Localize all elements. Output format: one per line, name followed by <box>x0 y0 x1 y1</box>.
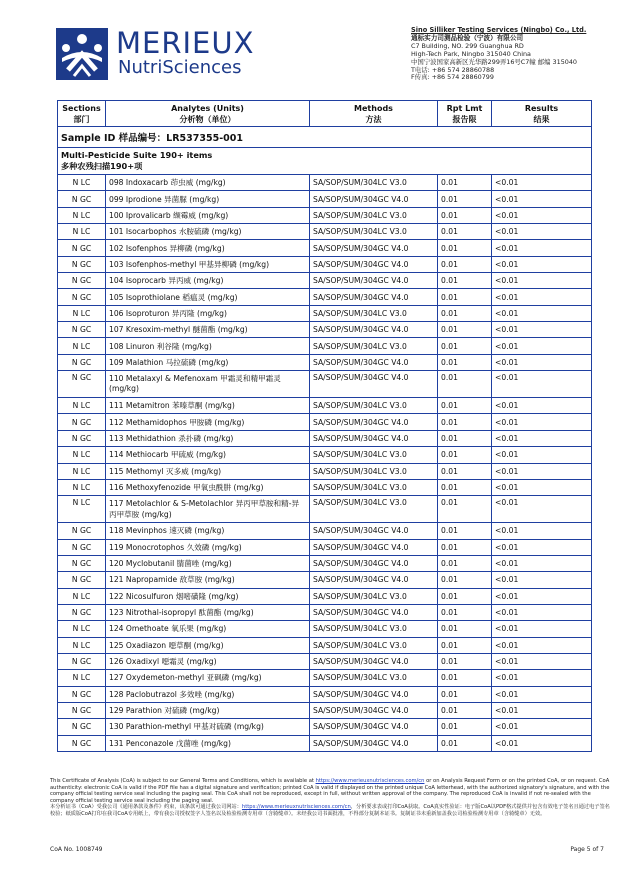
lab-info <box>411 27 621 82</box>
cell-rpt-limit: 0.01 <box>438 224 492 240</box>
cell-rpt-limit: 0.01 <box>438 539 492 555</box>
lab-name-cn: 通标实力司测品检验（宁波）有限公司 <box>411 33 524 42</box>
cell-result: <0.01 <box>492 371 592 398</box>
cell-section: N LC <box>58 175 106 191</box>
cell-result: <0.01 <box>492 637 592 653</box>
cell-analyte: 108 Linuron 利谷隆 (mg/kg) <box>106 338 310 354</box>
lab-name: Sino Silliker Testing Services (Ningbo) Co., Ltd. <box>411 26 587 34</box>
cell-analyte: 131 Penconazole 戊菌唑 (mg/kg) <box>106 735 310 751</box>
cell-section: N GC <box>58 430 106 446</box>
cell-rpt-limit: 0.01 <box>438 735 492 751</box>
cell-rpt-limit: 0.01 <box>438 371 492 398</box>
cell-analyte: 104 Isoprocarb 异丙威 (mg/kg) <box>106 273 310 289</box>
col-header-results: Results 结果 <box>492 101 592 127</box>
table-row <box>58 496 592 523</box>
cell-section: N LC <box>58 305 106 321</box>
cell-analyte: 119 Monocrotophos 久效磷 (mg/kg) <box>106 539 310 555</box>
cell-result: <0.01 <box>492 191 592 207</box>
disclaimer-cn: 本分析证书（CoA）受我公司《通用条款及条件》约束，该条款可通过我公司网站：https://www.merieuxnutrisciences.com/cn，分析要求表或打印CoA获取。CoA真实性验证：电子版CoA以PDF格式提供并包含有效电子签名且通过电子签名校验；纸质版CoA打印在我司CoA专用纸上，带有我公司授权签字人签名以及检验检测专用章（含骑缝章）。未经我公司书面批准，不得部分复制本证书。复制证书未重新加盖我公司检验检测专用章（含骑缝章）无效。 <box>50 804 610 817</box>
cell-analyte: 110 Metalaxyl & Mefenoxam 甲霜灵和精甲霜灵 (mg/kg) <box>106 371 310 398</box>
cell-method: SA/SOP/SUM/304GC V4.0 <box>310 572 438 588</box>
table-row <box>58 637 592 653</box>
table-row <box>58 240 592 256</box>
cell-method: SA/SOP/SUM/304LC V3.0 <box>310 496 438 523</box>
cell-rpt-limit: 0.01 <box>438 322 492 338</box>
cell-section: N GC <box>58 735 106 751</box>
cell-result: <0.01 <box>492 496 592 523</box>
company-logo <box>56 26 256 86</box>
cell-analyte: 102 Isofenphos 异柳磷 (mg/kg) <box>106 240 310 256</box>
cell-analyte: 127 Oxydemeton-methyl 亚砜磷 (mg/kg) <box>106 670 310 686</box>
cell-section: N GC <box>58 322 106 338</box>
table-row <box>58 398 592 414</box>
cell-section: N LC <box>58 224 106 240</box>
cell-result: <0.01 <box>492 588 592 604</box>
cell-analyte: 109 Malathion 马拉硫磷 (mg/kg) <box>106 354 310 370</box>
table-row <box>58 305 592 321</box>
cell-section: N GC <box>58 191 106 207</box>
cell-rpt-limit: 0.01 <box>438 305 492 321</box>
cell-analyte: 114 Methiocarb 甲硫威 (mg/kg) <box>106 447 310 463</box>
cell-method: SA/SOP/SUM/304LC V3.0 <box>310 637 438 653</box>
table-row <box>58 338 592 354</box>
cell-section: N LC <box>58 621 106 637</box>
cell-rpt-limit: 0.01 <box>438 496 492 523</box>
col-header-sections: Sections 部门 <box>58 101 106 127</box>
table-row <box>58 414 592 430</box>
cell-section: N GC <box>58 289 106 305</box>
cell-result: <0.01 <box>492 539 592 555</box>
cell-section: N GC <box>58 273 106 289</box>
cell-rpt-limit: 0.01 <box>438 653 492 669</box>
cell-result: <0.01 <box>492 686 592 702</box>
cell-result: <0.01 <box>492 670 592 686</box>
cell-result: <0.01 <box>492 621 592 637</box>
cell-section: N LC <box>58 670 106 686</box>
cell-section: N LC <box>58 588 106 604</box>
cell-method: SA/SOP/SUM/304GC V4.0 <box>310 539 438 555</box>
cell-method: SA/SOP/SUM/304GC V4.0 <box>310 256 438 272</box>
cell-section: N GC <box>58 653 106 669</box>
cell-rpt-limit: 0.01 <box>438 604 492 620</box>
cell-method: SA/SOP/SUM/304GC V4.0 <box>310 191 438 207</box>
cell-rpt-limit: 0.01 <box>438 686 492 702</box>
cell-rpt-limit: 0.01 <box>438 702 492 718</box>
cell-method: SA/SOP/SUM/304GC V4.0 <box>310 555 438 571</box>
lab-address-line: 中国宁波国家高新区光华路299弄16号C7幢 邮编 315040 <box>411 57 577 66</box>
cell-rpt-limit: 0.01 <box>438 637 492 653</box>
cell-analyte: 128 Paclobutrazol 多效唑 (mg/kg) <box>106 686 310 702</box>
table-row <box>58 191 592 207</box>
merieux-logo-icon <box>56 28 108 80</box>
page-number: Page 5 of 7 <box>570 846 604 853</box>
cell-result: <0.01 <box>492 322 592 338</box>
coa-number: CoA No. 1008749 <box>50 846 103 853</box>
cell-method: SA/SOP/SUM/304GC V4.0 <box>310 430 438 446</box>
cell-result: <0.01 <box>492 354 592 370</box>
cell-result: <0.01 <box>492 224 592 240</box>
cell-method: SA/SOP/SUM/304GC V4.0 <box>310 322 438 338</box>
cell-result: <0.01 <box>492 653 592 669</box>
sample-id: Sample ID 样品编号：LR537355-001 <box>58 127 592 148</box>
cell-analyte: 113 Methidathion 杀扑磷 (mg/kg) <box>106 430 310 446</box>
cell-rpt-limit: 0.01 <box>438 354 492 370</box>
cell-rpt-limit: 0.01 <box>438 175 492 191</box>
table-row <box>58 371 592 398</box>
cell-result: <0.01 <box>492 305 592 321</box>
lab-address-line: C7 Building, NO. 299 Guanghua RD <box>411 41 524 50</box>
col-header-analytes: Analytes (Units) 分析物（单位） <box>106 101 310 127</box>
cell-result: <0.01 <box>492 702 592 718</box>
cell-method: SA/SOP/SUM/304GC V4.0 <box>310 240 438 256</box>
footer-disclaimer <box>50 778 610 818</box>
table-header-row <box>58 101 592 127</box>
cell-section: N GC <box>58 371 106 398</box>
cell-analyte: 103 Isofenphos-methyl 甲基异柳磷 (mg/kg) <box>106 256 310 272</box>
cell-analyte: 105 Isoprothiolane 稻瘟灵 (mg/kg) <box>106 289 310 305</box>
sample-id-row <box>58 127 592 148</box>
table-row <box>58 207 592 223</box>
cell-method: SA/SOP/SUM/304GC V4.0 <box>310 273 438 289</box>
col-header-methods: Methods 方法 <box>310 101 438 127</box>
cell-rpt-limit: 0.01 <box>438 479 492 495</box>
cell-analyte: 125 Oxadiazon 噁草酮 (mg/kg) <box>106 637 310 653</box>
cell-method: SA/SOP/SUM/304LC V3.0 <box>310 463 438 479</box>
cell-analyte: 118 Mevinphos 速灭磷 (mg/kg) <box>106 523 310 539</box>
cell-result: <0.01 <box>492 175 592 191</box>
cell-rpt-limit: 0.01 <box>438 430 492 446</box>
cell-rpt-limit: 0.01 <box>438 338 492 354</box>
lab-fax: F传真: +86 574 28860799 <box>411 73 494 82</box>
cell-section: N GC <box>58 354 106 370</box>
cell-method: SA/SOP/SUM/304GC V4.0 <box>310 414 438 430</box>
cell-rpt-limit: 0.01 <box>438 621 492 637</box>
terms-link-cn[interactable]: https://www.merieuxnutrisciences.com/cn <box>241 804 351 811</box>
cell-rpt-limit: 0.01 <box>438 240 492 256</box>
cell-method: SA/SOP/SUM/304GC V4.0 <box>310 354 438 370</box>
cell-method: SA/SOP/SUM/304GC V4.0 <box>310 735 438 751</box>
cell-analyte: 099 Iprodione 异菌脲 (mg/kg) <box>106 191 310 207</box>
table-row <box>58 175 592 191</box>
cell-analyte: 124 Omethoate 氧乐果 (mg/kg) <box>106 621 310 637</box>
cell-rpt-limit: 0.01 <box>438 398 492 414</box>
brand-subname: NutriSciences <box>118 57 242 78</box>
cell-method: SA/SOP/SUM/304LC V3.0 <box>310 305 438 321</box>
cell-result: <0.01 <box>492 735 592 751</box>
table-row <box>58 354 592 370</box>
cell-analyte: 120 Myclobutanil 腈菌唑 (mg/kg) <box>106 555 310 571</box>
cell-result: <0.01 <box>492 523 592 539</box>
table-row <box>58 479 592 495</box>
cell-section: N GC <box>58 572 106 588</box>
cell-result: <0.01 <box>492 447 592 463</box>
table-row <box>58 719 592 735</box>
table-row <box>58 588 592 604</box>
col-header-rpt-lmt: Rpt Lmt 报告限 <box>438 101 492 127</box>
cell-result: <0.01 <box>492 414 592 430</box>
cell-section: N LC <box>58 637 106 653</box>
suite-title-cn: 多种农残扫描190+项 <box>61 161 143 171</box>
cell-method: SA/SOP/SUM/304GC V4.0 <box>310 289 438 305</box>
cell-section: N GC <box>58 686 106 702</box>
cell-analyte: 116 Methoxyfenozide 甲氧虫酰肼 (mg/kg) <box>106 479 310 495</box>
cell-analyte: 130 Parathion-methyl 甲基对硫磷 (mg/kg) <box>106 719 310 735</box>
cell-section: N GC <box>58 555 106 571</box>
cell-analyte: 117 Metolachlor & S-Metolachlor 异丙甲草胺和精-异丙甲草胺 (mg/kg) <box>106 496 310 523</box>
cell-method: SA/SOP/SUM/304GC V4.0 <box>310 702 438 718</box>
cell-result: <0.01 <box>492 273 592 289</box>
cell-section: N GC <box>58 539 106 555</box>
cell-section: N GC <box>58 414 106 430</box>
cell-section: N GC <box>58 523 106 539</box>
cell-result: <0.01 <box>492 289 592 305</box>
table-row <box>58 322 592 338</box>
cell-method: SA/SOP/SUM/304GC V4.0 <box>310 719 438 735</box>
cell-result: <0.01 <box>492 398 592 414</box>
cell-rpt-limit: 0.01 <box>438 207 492 223</box>
cell-rpt-limit: 0.01 <box>438 289 492 305</box>
cell-method: SA/SOP/SUM/304LC V3.0 <box>310 447 438 463</box>
cell-rpt-limit: 0.01 <box>438 463 492 479</box>
cell-rpt-limit: 0.01 <box>438 719 492 735</box>
cell-analyte: 111 Metamitron 苯嗪草酮 (mg/kg) <box>106 398 310 414</box>
cell-section: N LC <box>58 338 106 354</box>
table-row <box>58 447 592 463</box>
cell-result: <0.01 <box>492 479 592 495</box>
cell-analyte: 100 Iprovalicarb 缬霉威 (mg/kg) <box>106 207 310 223</box>
cell-result: <0.01 <box>492 338 592 354</box>
results-table <box>57 100 592 752</box>
table-row <box>58 256 592 272</box>
cell-rpt-limit: 0.01 <box>438 555 492 571</box>
table-row <box>58 621 592 637</box>
cell-section: N LC <box>58 207 106 223</box>
table-row <box>58 523 592 539</box>
cell-method: SA/SOP/SUM/304GC V4.0 <box>310 371 438 398</box>
table-row <box>58 430 592 446</box>
cell-method: SA/SOP/SUM/304LC V3.0 <box>310 621 438 637</box>
table-row <box>58 604 592 620</box>
cell-section: N GC <box>58 240 106 256</box>
cell-method: SA/SOP/SUM/304LC V3.0 <box>310 479 438 495</box>
cell-analyte: 122 Nicosulfuron 烟嘧磺隆 (mg/kg) <box>106 588 310 604</box>
cell-analyte: 106 Isoproturon 异丙隆 (mg/kg) <box>106 305 310 321</box>
cell-rpt-limit: 0.01 <box>438 572 492 588</box>
cell-section: N GC <box>58 256 106 272</box>
cell-result: <0.01 <box>492 256 592 272</box>
cell-analyte: 101 Isocarbophos 水胺硫磷 (mg/kg) <box>106 224 310 240</box>
table-row <box>58 670 592 686</box>
cell-section: N GC <box>58 604 106 620</box>
suite-title <box>58 148 592 175</box>
table-row <box>58 653 592 669</box>
suite-row <box>58 148 592 175</box>
cell-rpt-limit: 0.01 <box>438 447 492 463</box>
cell-section: N LC <box>58 463 106 479</box>
disclaimer-en: This Certificate of Analysis (CoA) is subject to our General Terms and Conditions, which is available at https://www.merieuxnutrisciences.com/cn or on Analysis Request Form or on the printed CoA, or on request. CoA authenticity: electronic CoA is valid if the PDF file has a digital signature and verification; printed CoA is valid if displayed on the printed unique CoA letterhead, with the authorized signatory's signature, and with the company official testing service seal including the paging seal. This CoA shall not be reproduced, except in full, without written approval of the company. The reproduced CoA is invalid if not re-sealed with the company official testing service seal including the paging seal. <box>50 778 610 804</box>
cell-method: SA/SOP/SUM/304LC V3.0 <box>310 398 438 414</box>
terms-link[interactable]: https://www.merieuxnutrisciences.com/cn <box>315 778 425 784</box>
suite-title-en: Multi-Pesticide Suite 190+ items <box>61 150 213 160</box>
cell-analyte: 121 Napropamide 敌草胺 (mg/kg) <box>106 572 310 588</box>
cell-result: <0.01 <box>492 240 592 256</box>
table-row <box>58 539 592 555</box>
cell-method: SA/SOP/SUM/304LC V3.0 <box>310 175 438 191</box>
brand-name: MERIEUX <box>116 26 255 60</box>
cell-rpt-limit: 0.01 <box>438 414 492 430</box>
cell-analyte: 098 Indoxacarb 茚虫威 (mg/kg) <box>106 175 310 191</box>
cell-method: SA/SOP/SUM/304GC V4.0 <box>310 653 438 669</box>
table-row <box>58 273 592 289</box>
table-row <box>58 735 592 751</box>
cell-rpt-limit: 0.01 <box>438 670 492 686</box>
cell-method: SA/SOP/SUM/304LC V3.0 <box>310 588 438 604</box>
table-row <box>58 555 592 571</box>
cell-analyte: 115 Methomyl 灭多威 (mg/kg) <box>106 463 310 479</box>
table-row <box>58 686 592 702</box>
cell-section: N GC <box>58 719 106 735</box>
cell-section: N LC <box>58 496 106 523</box>
table-row <box>58 702 592 718</box>
cell-rpt-limit: 0.01 <box>438 273 492 289</box>
cell-method: SA/SOP/SUM/304GC V4.0 <box>310 523 438 539</box>
cell-result: <0.01 <box>492 572 592 588</box>
cell-section: N GC <box>58 702 106 718</box>
cell-method: SA/SOP/SUM/304LC V3.0 <box>310 338 438 354</box>
cell-method: SA/SOP/SUM/304GC V4.0 <box>310 604 438 620</box>
cell-analyte: 112 Methamidophos 甲胺磷 (mg/kg) <box>106 414 310 430</box>
cell-result: <0.01 <box>492 207 592 223</box>
table-row <box>58 224 592 240</box>
cell-method: SA/SOP/SUM/304LC V3.0 <box>310 224 438 240</box>
lab-address-line: High-Tech Park, Ningbo 315040 China <box>411 49 531 58</box>
cell-section: N LC <box>58 447 106 463</box>
cell-result: <0.01 <box>492 430 592 446</box>
cell-analyte: 126 Oxadixyl 噁霜灵 (mg/kg) <box>106 653 310 669</box>
cell-analyte: 123 Nitrothal-isopropyl 酞菌酯 (mg/kg) <box>106 604 310 620</box>
cell-rpt-limit: 0.01 <box>438 191 492 207</box>
table-row <box>58 463 592 479</box>
cell-method: SA/SOP/SUM/304GC V4.0 <box>310 686 438 702</box>
cell-result: <0.01 <box>492 463 592 479</box>
lab-phone: T电话: +86 574 28860788 <box>411 65 495 74</box>
table-row <box>58 289 592 305</box>
cell-rpt-limit: 0.01 <box>438 523 492 539</box>
cell-method: SA/SOP/SUM/304LC V3.0 <box>310 207 438 223</box>
cell-analyte: 107 Kresoxim-methyl 醚菌酯 (mg/kg) <box>106 322 310 338</box>
cell-rpt-limit: 0.01 <box>438 256 492 272</box>
cell-analyte: 129 Parathion 对硫磷 (mg/kg) <box>106 702 310 718</box>
cell-result: <0.01 <box>492 604 592 620</box>
table-row <box>58 572 592 588</box>
cell-section: N LC <box>58 479 106 495</box>
cell-rpt-limit: 0.01 <box>438 588 492 604</box>
cell-method: SA/SOP/SUM/304LC V3.0 <box>310 670 438 686</box>
cell-section: N LC <box>58 398 106 414</box>
cell-result: <0.01 <box>492 719 592 735</box>
cell-result: <0.01 <box>492 555 592 571</box>
